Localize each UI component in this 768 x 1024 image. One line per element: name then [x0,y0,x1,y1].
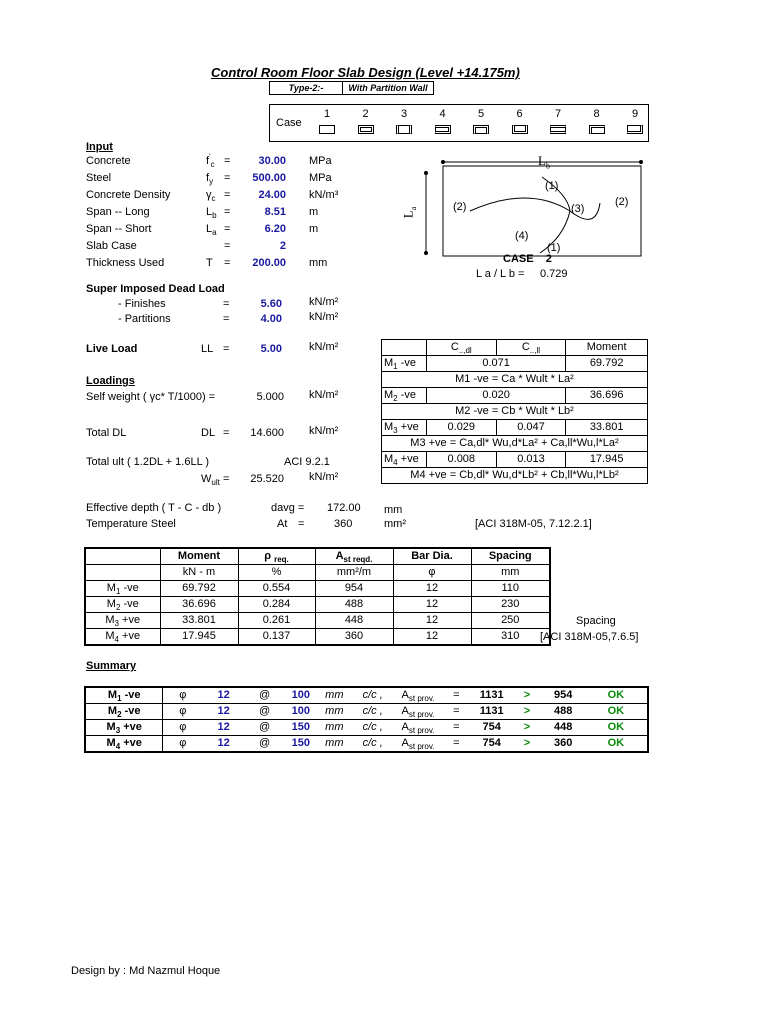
m3-formula: M3 +ve = Ca,dl* Wu,d*La² + Ca,ll*Wu,l*La² [382,436,648,452]
finishes-eq: = [223,298,230,310]
input-label: Steel [86,172,112,184]
davg-value: 172.00 [327,502,361,514]
gt: > [512,736,541,753]
spacing: 110 [471,581,550,597]
at: @ [245,704,284,720]
case-label: Case [276,117,302,129]
case-strip [269,104,649,142]
input-value: 30.00 [258,155,286,167]
m4-moment: 17.945 [566,452,648,468]
spacing: 150 [284,736,318,753]
input-symbol: T [206,257,213,269]
loadings-heading: Loadings [86,375,135,387]
input-symbol: $f_y$ [206,172,214,187]
input-label: Thickness Used [86,257,165,269]
label: $M_1$ -ve [85,687,163,704]
cc: c/c , [351,687,394,704]
case-number-4: 4 [439,108,446,120]
case-5-icon [473,125,489,134]
moment: 17.945 [160,629,238,646]
live-load-value: 5.00 [260,343,282,355]
input-value: 2 [279,240,286,252]
table-row [382,420,648,436]
input-eq: = [224,155,231,167]
m2-formula: M2 -ve = Cb * Wult * Lb² [382,404,648,420]
cc: c/c , [351,704,394,720]
table-row [382,436,648,452]
finishes-unit: kN/m² [309,296,339,308]
at: @ [245,720,284,736]
provided: 754 [471,720,512,736]
ast-label: $A_{st prov.}$ [394,704,442,720]
row-label: $M_1$ -ve [85,581,160,597]
eq: = [442,720,471,736]
aci-71221-ref: [ACI 318M-05, 7.12.2.1] [475,518,592,530]
m3-cll: 0.047 [496,420,566,436]
case-3-icon [396,125,412,134]
table-row [382,404,648,420]
required: 448 [542,720,585,736]
case-number-3: 3 [400,108,408,120]
partitions-unit: kN/m² [309,311,339,323]
summary-row [85,687,648,704]
at-value: 360 [334,518,353,530]
gt: > [512,704,541,720]
label: $M_3 +ve$ [85,720,163,736]
total-ult-label: Total ult ( 1.2DL + 1.6LL ) [86,456,210,468]
eq: = [442,736,471,753]
at-symbol: At [277,518,288,530]
summary-row [85,704,648,720]
input-eq: = [224,257,231,269]
unit-2: mm²/m [315,565,393,581]
self-weight-value: 5.000 [256,391,284,403]
h-spacing: Spacing [471,548,550,565]
h-moment: Moment [160,548,238,565]
at-eq: = [298,518,305,530]
provided: 1131 [471,687,512,704]
self-weight-unit: kN/m² [309,389,339,401]
case-number-1: 1 [323,108,331,120]
input-symbol: $\gamma_c$ [206,189,216,204]
mm: mm [318,736,352,753]
ast-label: $A_{st prov.}$ [394,687,442,704]
case-caption: CASE 2 [503,253,552,265]
bar-dia: 12 [393,629,471,646]
at: @ [245,736,284,753]
case-2-icon [358,125,374,134]
self-weight-label: Self weight ( γc* T/1000) = [86,391,216,403]
input-eq: = [224,206,231,218]
table-row [382,340,648,356]
table-row [382,356,648,372]
m4-formula: M4 +ve = Cb,dl* Wu,d*Lb² + Cb,ll*Wu,l*Lb² [382,468,648,484]
wult-value: 25.520 [250,473,284,485]
effective-depth-label: Effective depth ( T - C - db ) [86,502,222,514]
input-value: 6.20 [264,223,286,235]
wult-eq: = [223,473,230,485]
reinforcement-design-table [84,547,551,646]
rho: 0.284 [238,597,315,613]
summary-row [85,736,648,753]
at-unit: mm² [384,518,406,530]
input-eq: = [224,240,231,252]
ratio-value: 0.729 [540,268,568,280]
moment: 33.801 [160,613,238,629]
diagram-label-1: (1) [545,180,559,192]
input-eq: = [224,172,231,184]
input-symbol: $L_b$ [206,206,217,221]
summary-row [85,720,648,736]
m3-label: $M_3 +ve$ [382,420,427,436]
wult-unit: kN/m² [309,471,339,483]
input-label: Concrete [86,155,131,167]
total-dl-label: Total DL [86,427,127,439]
designer-credit: Design by : Md Nazmul Hoque [71,965,221,977]
unit-4: mm [471,565,550,581]
slab-outline [443,166,641,256]
diagram-label-3: (3) [571,203,585,215]
input-unit: m [309,206,319,218]
unit-3: φ [393,565,471,581]
ok-status: OK [585,720,648,736]
dia: 12 [202,736,245,753]
required: 954 [542,687,585,704]
table-row [85,565,550,581]
mm: mm [318,704,352,720]
h-ast: $A_{st reqd.}$ [315,548,393,565]
page-title: Control Room Floor Slab Design (Level +14.175m) [211,65,520,80]
unit-1: % [238,565,315,581]
gt: > [512,687,541,704]
rho: 0.137 [238,629,315,646]
type-value: With Partition Wall [348,83,428,93]
case-1-icon [319,125,335,134]
m4-cll: 0.013 [496,452,566,468]
label: $M_4 +ve$ [85,736,163,753]
type-label: Type-2:- [288,83,324,93]
dia: 12 [202,687,245,704]
input-value: 8.51 [264,206,286,218]
moment-coefficient-table [381,339,648,484]
input-label: Span -- Long [86,206,150,218]
bar-dia: 12 [393,581,471,597]
m2-coef: 0.020 [426,388,565,404]
phi: φ [163,736,202,753]
moment: 69.792 [160,581,238,597]
live-load-unit: kN/m² [309,341,339,353]
header-cll: $C_{..,ll}$ [496,340,566,356]
davg-unit: mm [384,504,403,516]
summary-table [84,686,649,753]
input-label: Concrete Density [86,189,171,201]
rho: 0.261 [238,613,315,629]
m3-cdl: 0.029 [426,420,496,436]
davg-symbol: davg = [271,502,305,514]
ast: 448 [315,613,393,629]
input-value: 500.00 [252,172,286,184]
aci-921-ref: ACI 9.2.1 [284,456,330,468]
bar-dia: 12 [393,613,471,629]
input-unit: mm [309,257,328,269]
m1-formula: M1 -ve = Ca * Wult * La² [382,372,648,388]
diagram-label-4: (4) [515,230,529,242]
ast: 360 [315,629,393,646]
spacing: 250 [471,613,550,629]
eq: = [442,704,471,720]
la-label: $L_a$ [400,206,418,219]
live-load-symbol: LL [201,343,214,355]
input-eq: = [224,189,231,201]
live-load-label: Live Load [86,343,138,355]
diagram-label-1b: (1) [547,242,561,254]
spacing-ref: [ACI 318M-05,7.6.5] [540,631,639,643]
input-label: Slab Case [86,240,137,252]
table-row [85,597,550,613]
ok-status: OK [585,736,648,753]
table-row [382,468,648,484]
ok-status: OK [585,687,648,704]
input-symbol: $f'_c$ [206,152,215,170]
dia: 12 [202,704,245,720]
finishes-label: - Finishes [118,298,166,310]
row-label: $M_4 +ve$ [85,629,160,646]
total-dl-unit: kN/m² [309,425,339,437]
h-bar: Bar Dia. [393,548,471,565]
case-number-8: 8 [593,108,600,120]
case-8-icon [589,125,605,134]
header-moment: Moment [566,340,648,356]
provided: 754 [471,736,512,753]
rho: 0.554 [238,581,315,597]
h-rho: ρ $_{req.}$ [238,548,315,565]
case-number-9: 9 [631,108,639,120]
table-row [382,452,648,468]
total-dl-value: 14.600 [250,427,284,439]
case-number-7: 7 [554,108,562,120]
phi: φ [163,687,202,704]
input-unit: m [309,223,319,235]
spacing: 150 [284,720,318,736]
summary-heading: Summary [86,660,137,672]
input-symbol: $L_a$ [206,223,217,238]
row-label: $M_3 +ve$ [85,613,160,629]
spacing: 230 [471,597,550,613]
header-cdl: $C_{..,dl}$ [426,340,496,356]
m2-moment: 36.696 [566,388,648,404]
phi: φ [163,720,202,736]
dia: 12 [202,720,245,736]
lb-label: $L_b$ [538,153,550,171]
m4-label: $M_4 +ve$ [382,452,427,468]
table-row [85,548,550,565]
unit-0: kN - m [160,565,238,581]
sidl-heading: Super Imposed Dead Load [86,283,225,295]
input-value: 200.00 [252,257,286,269]
m2-label: $M_2$ -ve [382,388,427,404]
ok-status: OK [585,704,648,720]
diagram-label-2: (2) [453,201,467,213]
input-heading: Input [86,141,113,153]
total-dl-eq: = [223,427,230,439]
slab-diagram [408,155,648,265]
temp-steel-label: Temperature Steel [86,518,176,530]
mm: mm [318,687,352,704]
at: @ [245,687,284,704]
partitions-value: 4.00 [260,313,282,325]
live-load-eq: = [223,343,230,355]
wult-symbol: $W_{ult}$ [201,473,220,488]
input-value: 24.00 [258,189,286,201]
cc: c/c , [351,720,394,736]
required: 360 [542,736,585,753]
gt: > [512,720,541,736]
type-value-box [342,81,434,95]
ast: 954 [315,581,393,597]
case-number-5: 5 [477,108,485,120]
m1-label: $M_1$ -ve [382,356,427,372]
ast-label: $A_{st prov.}$ [394,720,442,736]
spacing: 100 [284,704,318,720]
case-6-icon [512,125,528,134]
diagram-label-2b: (2) [615,196,629,208]
corner-cell [382,340,427,356]
table-row [382,388,648,404]
provided: 1131 [471,704,512,720]
case-7-icon [550,125,566,134]
case-number-6: 6 [516,108,523,120]
table-row [85,581,550,597]
finishes-value: 5.60 [260,298,282,310]
case-4-icon [435,125,451,134]
input-eq: = [224,223,231,235]
mm: mm [318,720,352,736]
table-row [85,613,550,629]
row-label: $M_2$ -ve [85,597,160,613]
bar-dia: 12 [393,597,471,613]
corner [85,548,160,565]
input-unit: kN/m³ [309,189,339,201]
moment: 36.696 [160,597,238,613]
ast-label: $A_{st prov.}$ [394,736,442,753]
cc: c/c , [351,736,394,753]
phi: φ [163,704,202,720]
input-label: Span -- Short [86,223,152,235]
table-row [85,629,550,646]
case-number-2: 2 [362,108,369,120]
ratio-label: L a / L b = [476,268,525,280]
spacing: 100 [284,687,318,704]
spacing: 310 [471,629,550,646]
m4-cdl: 0.008 [426,452,496,468]
m3-moment: 33.801 [566,420,648,436]
required: 488 [542,704,585,720]
partitions-eq: = [223,313,230,325]
case-9-icon [627,125,643,134]
corner [85,565,160,581]
table-row [382,372,648,388]
m1-moment: 69.792 [566,356,648,372]
input-unit: MPa [309,155,332,167]
total-dl-symbol: DL [201,427,216,439]
type-label-box [269,81,343,95]
spacing-note: Spacing [576,615,616,627]
input-unit: MPa [309,172,332,184]
eq: = [442,687,471,704]
label: $M_2$ -ve [85,704,163,720]
ast: 488 [315,597,393,613]
partitions-label: - Partitions [118,313,171,325]
m1-coef: 0.071 [426,356,565,372]
